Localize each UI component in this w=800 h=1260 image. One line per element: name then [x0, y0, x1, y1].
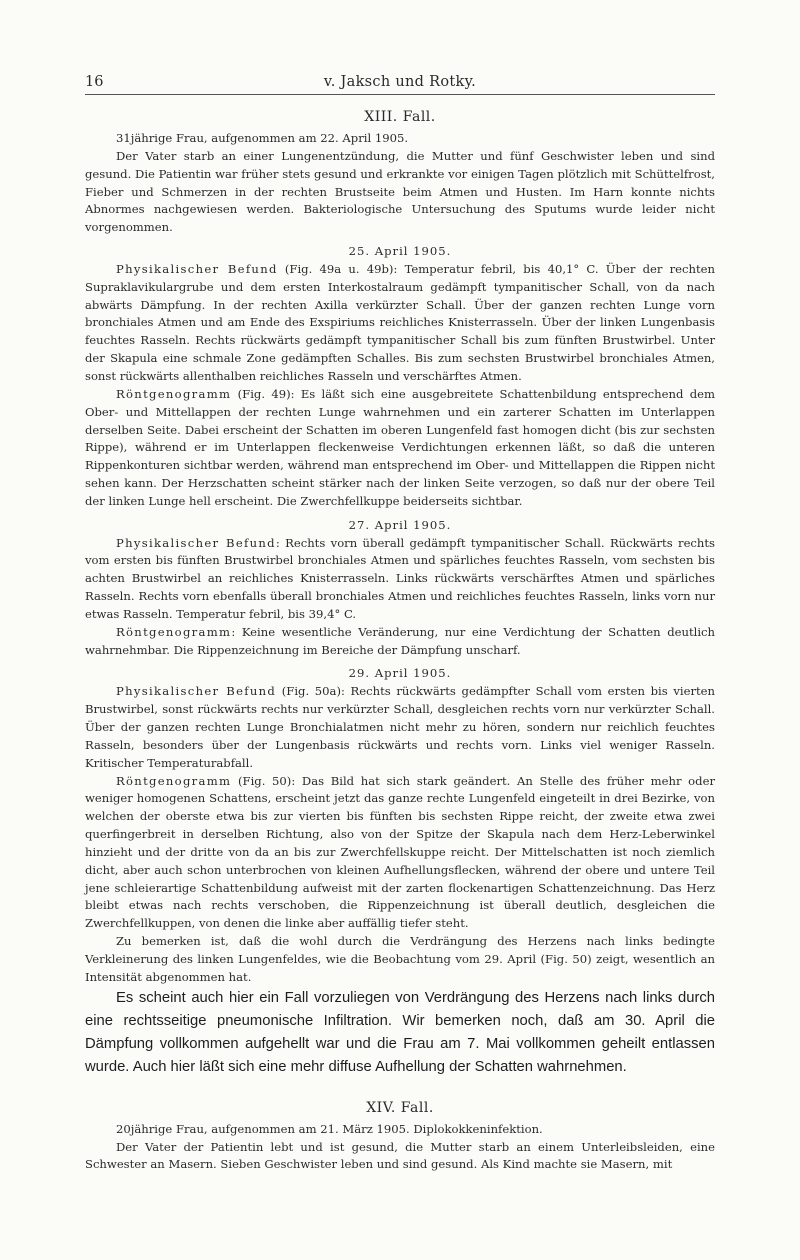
header-rule — [85, 94, 715, 95]
case-13-intro: 31jährige Frau, aufgenommen am 22. April 1905. — [116, 131, 409, 145]
case-13-title: XIII. Fall. — [364, 109, 436, 125]
conclusion-paragraph: Es scheint auch hier ein Fall vorzuliegen von Verdrängung des Herzens nach links durch eine rechtsseitige pneumonische Infiltration. Wir bemerken noch, daß am 30. April die Dämpfung vollkommen aufgehellt war und die Frau am 7. Mai vollkommen geheilt entlassen wurde. Auch hier läßt sich eine mehr diffuse Aufhellung der Schatten wahrnehmen. — [85, 989, 715, 1075]
radiograph-paragraph — [85, 386, 715, 511]
physical-findings-text: (Fig. 49a u. 49b): Temperatur febril, bis 40,1° C. Über der rechten Supraklavikulargrube und dem ersten Interkostalraum gedämpft tympanitischer Schall, von da nach abwärts Dämpfung. In der rechten Axilla verkürzter Schall. Über der ganzen rechten Lunge vorn bronchiales Atmen und am Ende des Exspiriums reichliches Knisterrasseln. Über der linken Lungenbasis feuchtes Rasseln. Rechts rückwärts gedämpft tympanitischer Schall bis zum fünften Brustwirbel. Unter der Skapula eine schmale Zone gedämpften Schalles. Bis zum sechsten Brustwirbel bronchiales Atmen, sonst rückwärts allenthalben reichliches Rasseln und verschärftes Atmen. — [85, 261, 715, 383]
physical-findings-label: Physikalischer Befund — [116, 535, 276, 550]
section-gap — [85, 1079, 715, 1093]
case-14-anamnesis: Der Vater der Patientin lebt und ist gesund, die Mutter starb an einem Unterleibsleiden, eine Schwester an Masern. Sieben Geschwister leben und sind gesund. Als Kind machte sie Masern, mit — [85, 1139, 715, 1172]
physical-findings-text: : Rechts vorn überall gedämpft tympanitischer Schall. Rückwärts rechts vom ersten bis fünften Brustwirbel bronchiales Atmen und spärliches feuchtes Rasseln, vom sechsten bis achten Brustwirbel an reichliches Knisterrasseln. Links rückwärts verschärftes Atmen und spärliches Rasseln. Rechts vorn ebenfalls überall bronchiales Atmen und reichliches feuchtes Rasseln, links vorn nur etwas Rasseln. Temperatur febril, bis 39,4° C. — [85, 535, 715, 621]
radiograph-text: (Fig. 50): Das Bild hat sich stark geändert. An Stelle des früher mehr oder weniger homogenen Schattens, erscheint jetzt das ganze rechte Lungenfeld eingeteilt in drei Bezirke, von welchen der oberste etwa bis zur vierten bis fünften bis sechsten Rippe reicht, der zweite etwa zwei querfingerbreit in derselben Richtung, also von der Spitze der Skapula nach dem Herz-Leberwinkel hinzieht und der dritte von da an bis zur Zwerchfellskuppe reicht. Der Mittelschatten ist noch ziemlich dicht, aber auch schon unterbrochen von kleinen Aufhellungsflecken, während der obere und untere Teil jene schleierartige Schattenbildung aufweist mit der zarten flockenartigen Schattenzeichnung. Das Herz bleibt etwas nach rechts verschoben, die Rippenzeichnung ist überall deutlich, desgleichen die Zwerchfellkuppen, von denen die linke aber auffällig tiefer steht. — [85, 773, 715, 931]
physical-findings-paragraph — [85, 683, 715, 772]
radiograph-paragraph — [85, 773, 715, 934]
radiograph-paragraph — [85, 624, 715, 660]
physical-findings-label: Physikalischer Befund — [116, 261, 278, 276]
running-head: v. Jaksch und Rotky. — [323, 74, 477, 90]
case-14-intro: 20jährige Frau, aufgenommen am 21. März 1905. Diplokokkeninfektion. — [116, 1121, 543, 1136]
date-heading: 29. April 1905. — [348, 666, 452, 681]
radiograph-label: Röntgenogramm — [116, 386, 232, 401]
radiograph-label: Röntgenogramm — [116, 624, 232, 639]
remark-paragraph: Zu bemerken ist, daß die wohl durch die Verdrängung des Herzens nach links bedingte Verkleinerung des linken Lungenfeldes, wie die Beobachtung vom 29. April (Fig. 50) zeigt, wesentlich an Intensität abgenommen hat. — [85, 934, 715, 984]
page-body — [85, 102, 715, 1174]
radiograph-label: Röntgenogramm — [116, 773, 232, 788]
date-heading: 27. April 1905. — [348, 517, 452, 532]
radiograph-text: (Fig. 49): Es läßt sich eine ausgebreitete Schattenbildung entsprechend dem Ober- und Mittellappen der rechten Lunge wahrnehmen und ein zarterer Schatten im Unterlappen derselben Seite. Dabei erscheint der Schatten im oberen Lungenfeld fast homogen dicht (bis zur sechsten Rippe), während er im Unterlappen fleckenweise Verdichtungen erkennen läßt, so daß die unteren Rippenkonturen sichtbar werden, während man entsprechend im Ober- und Mittellappen die Rippen nicht sehen kann. Der Herzschatten scheint stärker nach der linken Seite verzogen, so daß nur der obere Teil der linken Lunge hell erscheint. Die Zwerchfellkuppe beiderseits sichtbar. — [85, 386, 715, 508]
page-number: 16 — [85, 74, 104, 90]
radiograph-text: : Keine wesentliche Veränderung, nur eine Verdichtung der Schatten deutlich wahrnehmbar. Die Rippenzeichnung im Bereiche der Dämpfung unscharf. — [85, 624, 715, 657]
page-header — [85, 72, 715, 92]
physical-findings-label: Physikalischer Befund — [116, 684, 277, 699]
physical-findings-paragraph — [85, 261, 715, 386]
physical-findings-paragraph — [85, 535, 715, 624]
date-heading: 25. April 1905. — [348, 244, 452, 259]
case-14-title: XIV. Fall. — [366, 1099, 434, 1116]
physical-findings-text: (Fig. 50a): Rechts rückwärts gedämpfter Schall vom ersten bis vierten Brustwirbel, sonst rückwärts rechts nur verkürzter Schall, desgleichen rechts vorn nur verkürzter Schall. Über der ganzen rechten Lunge Bronchialatmen nicht mehr zu hören, sondern nur reichlich feuchtes Rasseln, besonders über der Lungenbasis rückwärts und rechts vorn. Links viel weniger Rasseln. Kritischer Temperaturabfall. — [85, 684, 715, 770]
case-13-anamnesis: Der Vater starb an einer Lungenentzündung, die Mutter und fünf Geschwister leben und sind gesund. Die Patientin war früher stets gesund und erkrankte vor einigen Tagen plötzlich mit Schüttelfrost, Fieber und Schmerzen in der rechten Brustseite beim Atmen und Husten. Im Harn konnte nichts Abnormes nachgewiesen werden. Bakteriologische Untersuchung des Sputums wurde leider nicht vorgenommen. — [85, 148, 715, 235]
